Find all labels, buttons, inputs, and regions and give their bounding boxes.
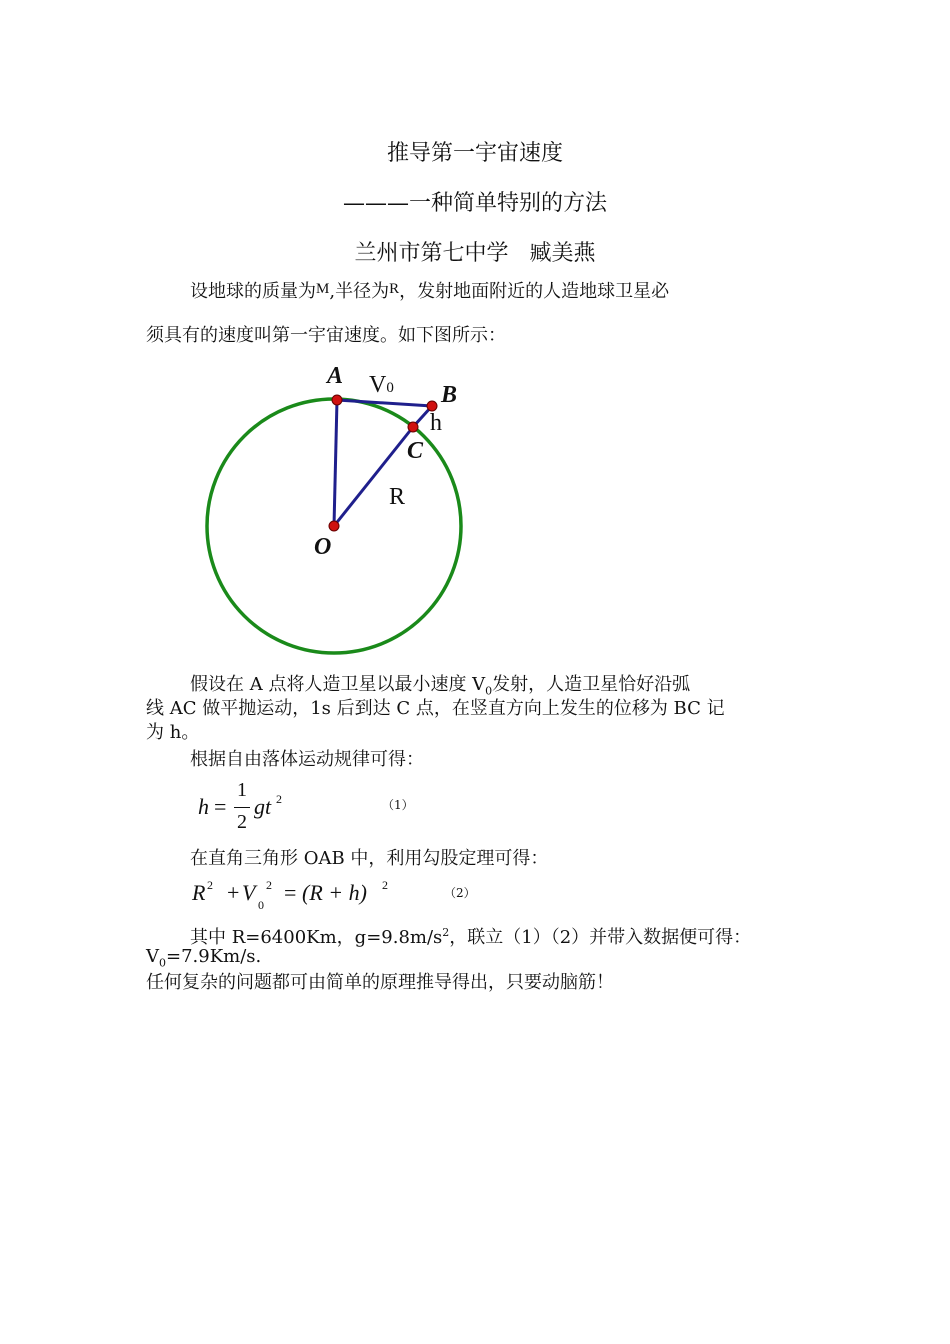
author-line: 兰州市第七中学 臧美燕	[354, 241, 596, 266]
para4-text-b: ，联立（1）（2）并带入数据便可得：	[449, 927, 752, 948]
intro-line-2: 须具有的速度叫第一宇宙速度。如下图所示：	[146, 325, 506, 346]
eq1-den: 2	[237, 811, 247, 833]
segment-AB	[337, 400, 432, 406]
label-B: B	[441, 382, 458, 408]
eq2-R: R	[192, 880, 206, 905]
eq1-rhs: gt	[254, 794, 272, 819]
page-subtitle: ———一种简单特别的方法	[342, 191, 607, 216]
segment-CO	[334, 427, 413, 526]
radius-symbol: R	[389, 281, 400, 297]
eq2-eq: =	[284, 880, 297, 905]
conclusion: 任何复杂的问题都可由简单的原理推导得出，只要动脑筋！	[146, 972, 614, 993]
eq2-R-exp: 2	[207, 878, 213, 892]
eq2-V-exp: 2	[266, 878, 272, 892]
label-V-sub: 0	[386, 380, 394, 396]
para2: 根据自由落体运动规律可得：	[190, 749, 424, 770]
label-h: h	[430, 410, 442, 436]
intro-text-b: ,半径为	[329, 281, 390, 302]
label-O: O	[314, 534, 332, 560]
para1-sub: 0	[485, 684, 493, 698]
para4-sup: 2	[442, 926, 450, 939]
label-C: C	[407, 438, 424, 464]
point-C	[408, 422, 418, 432]
para3: 在直角三角形 OAB 中，利用勾股定理可得：	[190, 848, 549, 869]
eq1-lhs: h	[198, 794, 209, 819]
para1-text-b: 发射，人造卫星恰好沿弧	[492, 674, 691, 695]
intro-text-c: ，发射地面附近的人造地球卫星必	[399, 281, 670, 302]
eq2-V: V	[242, 880, 256, 905]
point-O	[329, 521, 339, 531]
page-title: 推导第一宇宙速度	[386, 141, 563, 166]
para4-text-a: 其中 R=6400Km，g=9.8m/s	[190, 927, 443, 948]
eq1-tag: （1）	[382, 798, 414, 812]
point-A	[332, 395, 342, 405]
para4-value: =7.9Km/s.	[166, 946, 262, 967]
para4-line-1	[190, 921, 751, 950]
eq2-rhs-exp: 2	[382, 878, 388, 892]
eq1-num: 1	[237, 779, 247, 801]
para4-v-sub: 0	[159, 956, 166, 970]
label-A: A	[327, 363, 344, 389]
mass-symbol: M	[316, 281, 330, 297]
segment-OA	[334, 400, 337, 526]
eq2-tag: （2）	[444, 886, 476, 900]
eq1-fraction-bar	[234, 807, 250, 808]
para1-text-a: 假设在 A 点将人造卫星以最小速度 V	[190, 674, 486, 695]
label-V: V	[369, 372, 387, 398]
para4-v: V	[146, 946, 159, 967]
eq2-rhs: (R + h)	[302, 880, 367, 905]
label-R: R	[389, 484, 406, 510]
eq1-eq: =	[214, 794, 227, 819]
intro-line-1	[190, 280, 669, 305]
eq1-exp: 2	[276, 792, 282, 806]
eq2-plus: +	[227, 880, 240, 905]
label-V0	[369, 372, 394, 399]
equation-2	[190, 878, 410, 918]
para1-line-3: 为 h。	[146, 722, 200, 743]
intro-text-a: 设地球的质量为	[190, 281, 316, 302]
para1-line-2: 线 AC 做平抛运动，1s 后到达 C 点，在竖直方向上发生的位移为 BC 记	[146, 698, 725, 719]
eq2-V-sub: 0	[258, 898, 264, 912]
